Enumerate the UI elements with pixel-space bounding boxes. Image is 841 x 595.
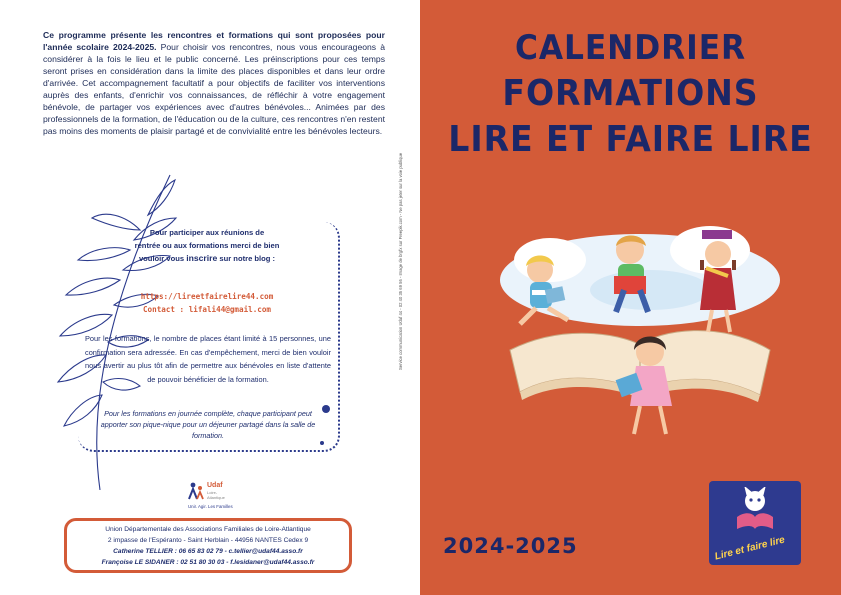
places-notice: Pour les formations, le nombre de places étant limité à 15 personnes, une confirmation sera adressée. En cas d'empêchement, merci de bien vouloir nous avertir au plus tôt afin de permettre aux bénévoles en liste d'attente de pouvoir bénéficier de la formation.: [85, 334, 331, 384]
signup-inscrire: inscrire: [186, 253, 218, 263]
bubble-dot-large: [322, 405, 330, 413]
title-line-2: FORMATIONS: [502, 73, 759, 114]
signup-line-2: rentrée ou aux formations merci de bien: [134, 241, 280, 250]
contact-box: [64, 518, 352, 573]
udaf-tagline: Unir. Agir. Les Familles: [188, 504, 233, 509]
inside-panel: [0, 0, 420, 595]
signup-line-1: Pour participer aux réunions de: [149, 228, 265, 237]
cover-title: [420, 25, 841, 163]
blog-link[interactable]: https://lireetfairelire44.com: [140, 292, 274, 301]
udaf-sub-2: Atlantique: [207, 495, 225, 500]
title-line-3: LIRE ET FAIRE LIRE: [448, 119, 813, 160]
udaf-logo-text: Udaf: [207, 482, 223, 489]
signup-line-3-post: sur notre blog :: [217, 254, 276, 263]
lunch-notice: Pour les formations en journée complète, chaque participant peut apporter son pique-nique pour un déjeuner partagé dans la salle de formation.: [100, 409, 316, 440]
contact-address: 2 impasse de l'Espéranto - Saint Herblain - 44956 NANTES Cedex 9: [107, 537, 309, 544]
intro-body: Pour choisir vos rencontres, nous vous encourageons à considérer à la fois le lieu et le public concerné. Les préinscriptions pour ces temps seront prises en considération dans la limite des places disponibles et dans leur ordre d'arrivée. Cet accompagnement facultatif a pour objectifs de faciliter vos interventions auprès des enfants, d'enrichir vos connaissances, de réfléchir à votre engagement bénévole, de partager vos expériences avec d'autres bénévoles... Animées par des professionnels de la formation, de l'éducation ou de la culture, ces rencontres n'en restent pas moins des moments de plaisir partagé et de convivialité entre les bénévoles lecteurs.: [43, 42, 385, 136]
bubble-dot-small: [320, 441, 324, 445]
contact-email[interactable]: Contact : lifali44@gmail.com: [142, 305, 271, 314]
udaf-logo-sub: [207, 490, 225, 500]
children-reading-illustration: [490, 220, 780, 445]
signup-line-3-pre: vouloir vous: [138, 254, 187, 263]
intro-bold: Ce programme présente les rencontres et formations qui sont proposées pour l'année scolaire 2024-2025.: [43, 30, 385, 52]
udaf-family-icon: [186, 481, 206, 501]
intro-text: [43, 29, 385, 137]
contact-org: Union Départementale des Associations Familiales de Loire-Atlantique: [105, 526, 311, 533]
signup-links: [80, 290, 334, 316]
reading-cat-icon: [731, 487, 779, 531]
contact-person-2: Françoise LE SIDANER : 02 51 80 30 03 - f.lesidaner@udaf44.asso.fr: [101, 559, 315, 566]
udaf-sub-1: Loire-: [207, 490, 218, 495]
school-year: 2024-2025: [443, 534, 578, 558]
contact-person-1: Catherine TELLIER : 06 65 83 02 79 - c.tellier@udaf44.asso.fr: [113, 548, 303, 555]
vertical-credit: [394, 70, 404, 370]
signup-info: [80, 226, 334, 265]
logo-text: Lire et faire lire: [713, 534, 786, 563]
credit-text: Service communication Udaf 44 - 02 40 35 69 56 - Image de brgfx sur Freepik.com - Ne pas jeter sur la voie publique: [398, 152, 403, 370]
signup-line-3: [80, 252, 334, 265]
title-line-1: CALENDRIER: [514, 28, 746, 68]
